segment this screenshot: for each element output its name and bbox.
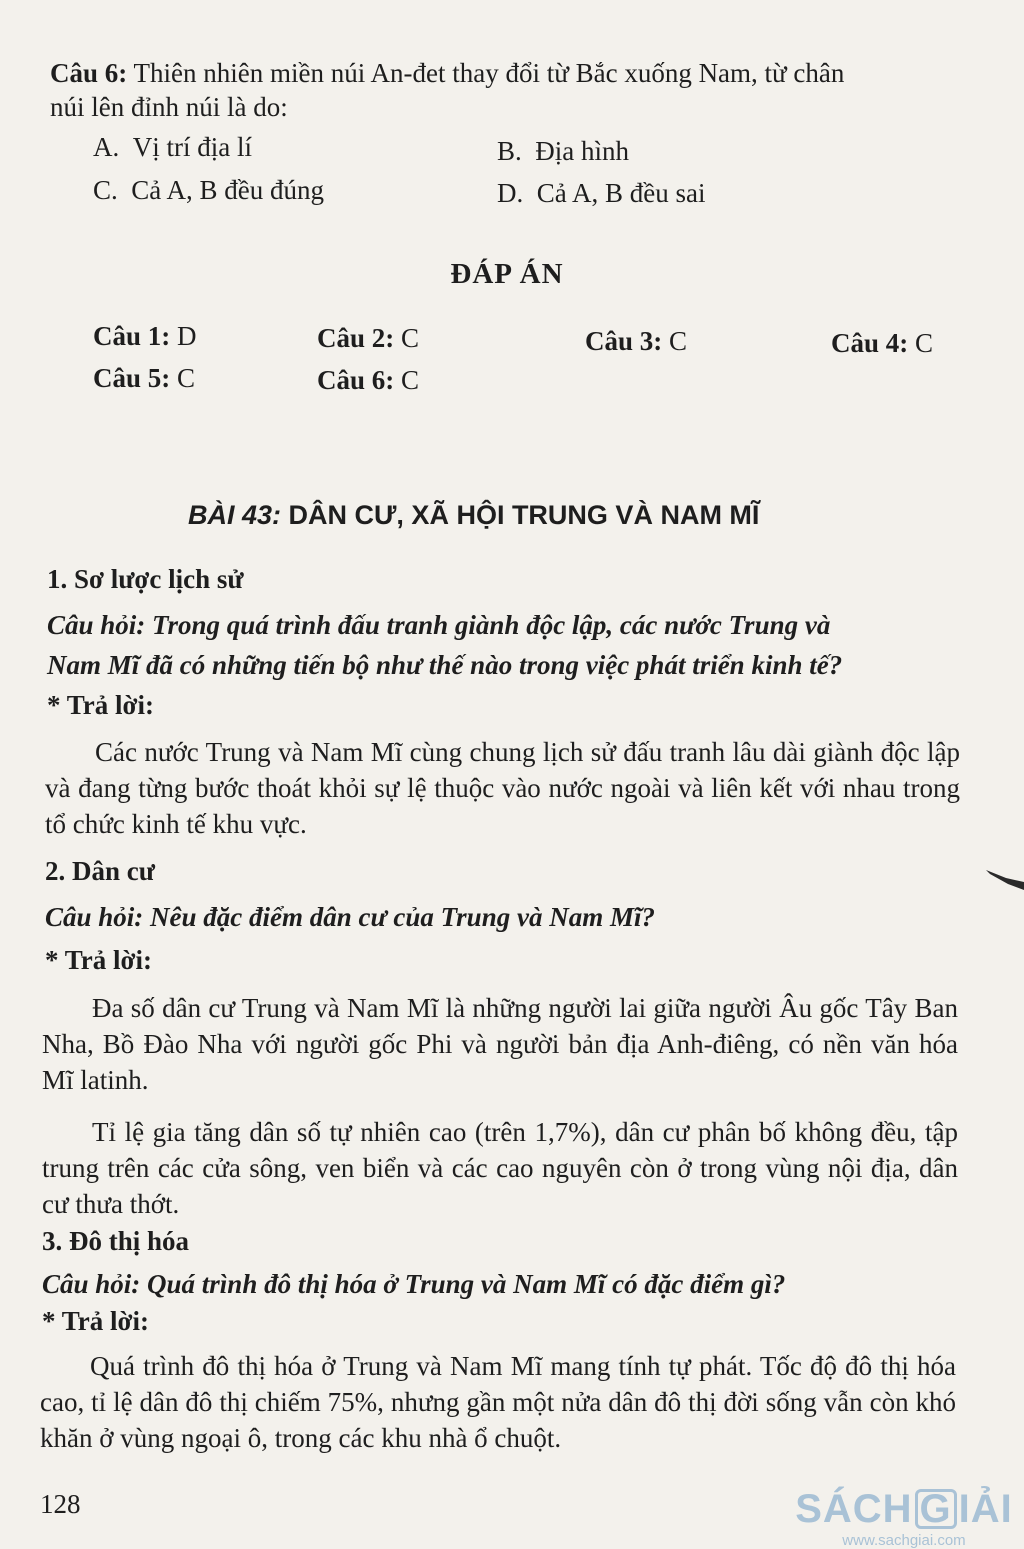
- answer-6-label: Câu 6:: [317, 365, 395, 395]
- watermark-logo: [794, 1488, 1014, 1530]
- answer-1-label: Câu 1:: [93, 321, 171, 351]
- option-c: [93, 175, 324, 206]
- section-1-question-line1: Câu hỏi: Trong quá trình đấu tranh giành độc lập, các nước Trung và: [47, 610, 831, 640]
- lesson-title-text: DÂN CƯ, XÃ HỘI TRUNG VÀ NAM MĨ: [281, 500, 760, 530]
- section-1-paragraph: Các nước Trung và Nam Mĩ cùng chung lịch sử đấu tranh lâu dài giành độc lập và đang từng bước thoát khỏi sự lệ thuộc vào nước ngoài và liên kết với nhau trong tổ chức kinh tế khu vực.: [45, 737, 960, 839]
- option-b-text: Địa hình: [535, 136, 630, 166]
- answer-key-title: ĐÁP ÁN: [450, 258, 564, 290]
- watermark-url: www.sachgiai.com: [842, 1532, 966, 1549]
- question-6-text-line1: Thiên nhiên miền núi An-đet thay đổi từ Bắc xuống Nam, từ chân: [127, 58, 845, 88]
- page-number: 128: [40, 1489, 81, 1519]
- answer-2-label: Câu 2:: [317, 323, 395, 353]
- answer-1-value: D: [170, 321, 197, 351]
- answer-4: [831, 328, 933, 359]
- question-6-line1: [50, 56, 844, 90]
- answer-3-value: C: [662, 326, 688, 356]
- section-3-heading: 3. Đô thị hóa: [42, 1226, 190, 1256]
- section-2-paragraph-1: Đa số dân cư Trung và Nam Mĩ là những người lai giữa người Âu gốc Tây Ban Nha, Bồ Đào Nha với người gốc Phi và người bản địa Anh-điêng, có nền văn hóa Mĩ latinh.: [42, 993, 958, 1095]
- answer-3-label: Câu 3:: [585, 326, 663, 356]
- answer-2-value: C: [394, 323, 420, 353]
- answer-5-label: Câu 5:: [93, 363, 171, 393]
- option-c-text: Cả A, B đều đúng: [131, 175, 325, 205]
- watermark-logo-right: IẢI: [958, 1487, 1013, 1531]
- section-3-paragraph: Quá trình đô thị hóa ở Trung và Nam Mĩ mang tính tự phát. Tốc độ đô thị hóa cao, tỉ lệ dân đô thị chiếm 75%, nhưng gần một nửa dân đô thị đời sống vẫn còn khó khăn ở vùng ngoại ô, trong các khu nhà ổ chuột.: [40, 1351, 956, 1453]
- option-b-letter: B.: [497, 136, 522, 166]
- option-a-text: Vị trí địa lí: [132, 132, 252, 162]
- option-c-letter: C.: [93, 175, 118, 205]
- section-2-answer-label: * Trả lời:: [45, 945, 152, 975]
- option-a-letter: A.: [93, 132, 120, 162]
- option-d-letter: D.: [497, 178, 524, 208]
- lesson-number: BÀI 43:: [188, 500, 282, 530]
- option-d-text: Cả A, B đều sai: [536, 178, 706, 208]
- section-3-question: Câu hỏi: Quá trình đô thị hóa ở Trung và Nam Mĩ có đặc điểm gì?: [42, 1269, 786, 1299]
- scan-edge-mark: [984, 864, 1024, 894]
- option-b: [497, 136, 629, 167]
- section-1-heading: 1. Sơ lược lịch sử: [47, 564, 244, 594]
- watermark-logo-box: G: [915, 1489, 957, 1529]
- answer-5-value: C: [170, 363, 196, 393]
- answer-4-label: Câu 4:: [831, 328, 909, 358]
- answer-5: [93, 363, 195, 394]
- section-2-question: Câu hỏi: Nêu đặc điểm dân cư của Trung và Nam Mĩ?: [45, 902, 655, 932]
- answer-6: [317, 365, 419, 396]
- answer-1: [93, 321, 197, 352]
- lesson-title: [188, 500, 759, 531]
- question-6-label: Câu 6:: [50, 58, 128, 88]
- answer-3: [585, 326, 687, 357]
- section-2-heading: 2. Dân cư: [45, 856, 155, 886]
- answer-4-value: C: [908, 328, 934, 358]
- section-3-answer-label: * Trả lời:: [42, 1306, 149, 1336]
- option-a: [93, 132, 252, 163]
- answer-2: [317, 323, 419, 354]
- section-1-answer-label: * Trả lời:: [47, 690, 154, 720]
- answer-6-value: C: [394, 365, 420, 395]
- section-2-paragraph-2: Tỉ lệ gia tăng dân số tự nhiên cao (trên 1,7%), dân cư phân bố không đều, tập trung trên các cửa sông, ven biển và các cao nguyên còn ở trong vùng nội địa, dân cư thưa thớt.: [42, 1117, 958, 1219]
- watermark: [794, 1488, 1014, 1549]
- section-1-question-line2: Nam Mĩ đã có những tiến bộ như thế nào trong việc phát triển kinh tế?: [47, 650, 843, 680]
- watermark-logo-left: SÁCH: [795, 1487, 913, 1531]
- question-6-text-line2: núi lên đỉnh núi là do:: [50, 92, 288, 122]
- option-d: [497, 178, 706, 209]
